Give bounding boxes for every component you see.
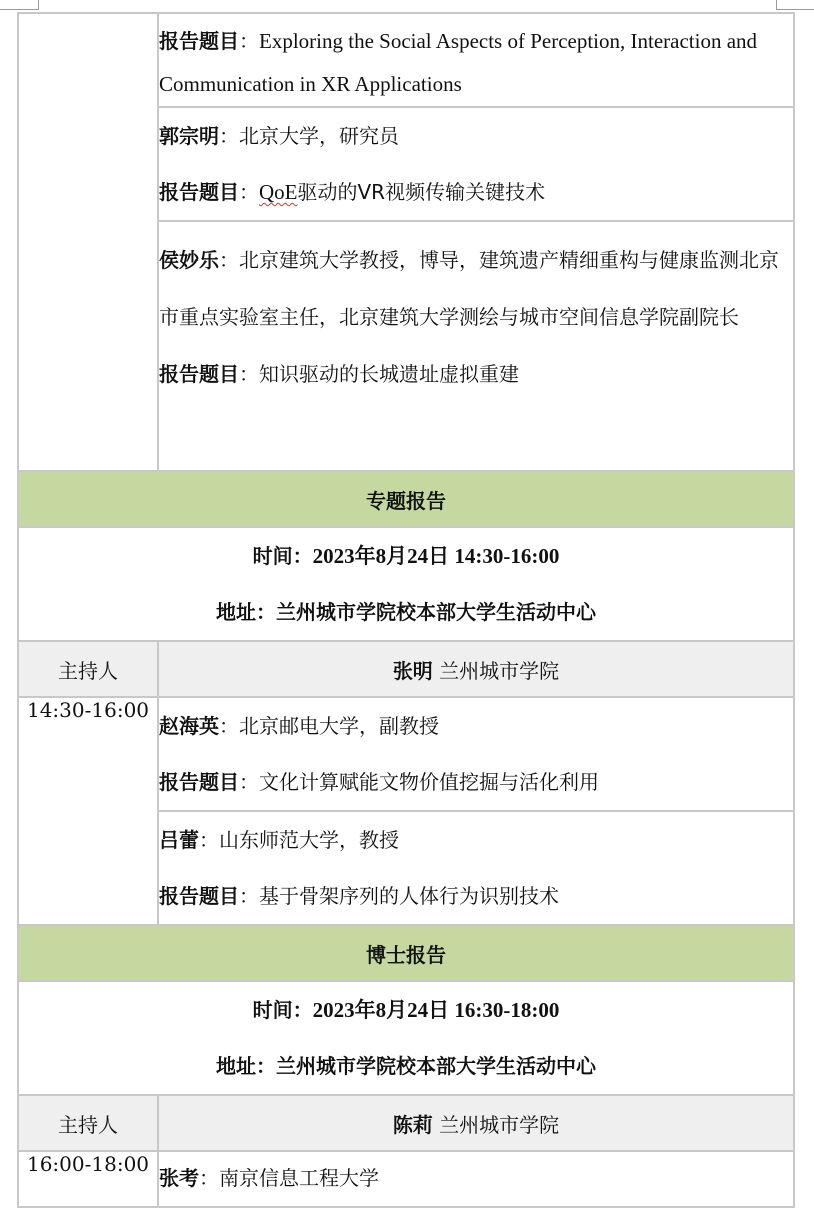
speaker-name: 郭宗明 xyxy=(159,124,219,148)
talk-title-text: 文化计算赋能文物价值挖掘与活化利用 xyxy=(259,770,599,794)
host-name: 张明 xyxy=(392,658,433,683)
speaker-name: 侯妙乐 xyxy=(159,248,219,272)
talk-title-sep: ： xyxy=(239,884,259,908)
speaker-sep: ： xyxy=(219,124,239,148)
host-label: 主持人 xyxy=(18,641,158,697)
talk-title xyxy=(159,14,793,106)
speaker-name: 张考 xyxy=(159,1166,199,1190)
session-info-row xyxy=(18,527,794,641)
talk-title xyxy=(159,754,793,810)
host-organization: 兰州城市学院 xyxy=(439,658,560,683)
speaker-affiliation: 北京建筑大学教授，博导，建筑遗产精细重构与健康监测北京市重点实验室主任，北京建筑大学测绘与城市空间信息学院副院长 xyxy=(159,248,779,329)
speaker-sep: ： xyxy=(199,828,219,852)
session-time-label: 时间： xyxy=(252,544,313,568)
schedule-table xyxy=(17,12,795,1208)
talk-title xyxy=(159,164,793,220)
talk-title-label: 报告题目 xyxy=(159,884,239,908)
speaker-line xyxy=(159,1152,793,1204)
talk-cell xyxy=(158,697,794,811)
talk-title xyxy=(159,346,793,402)
talk-title-label: 报告题目 xyxy=(159,362,239,386)
speaker-line xyxy=(159,698,793,754)
talk-title-text: Exploring the Social Aspects of Perception, Interaction and Communication in XR Applications xyxy=(159,29,758,96)
talk-cell xyxy=(158,811,794,925)
speaker-line xyxy=(159,222,793,346)
talk-title-text: 基于骨架序列的人体行为识别技术 xyxy=(259,884,559,908)
host-row xyxy=(18,641,794,697)
talk-title-prefix: QoE xyxy=(259,180,298,204)
session-info xyxy=(18,527,794,641)
host-cell xyxy=(158,641,794,697)
talk-title-label: 报告题目 xyxy=(159,29,239,53)
speaker-sep: ： xyxy=(219,714,239,738)
talk-title-text: 驱动的VR视频传输关键技术 xyxy=(297,180,546,204)
talk-cell xyxy=(158,221,794,471)
session-time xyxy=(19,528,793,584)
host-organization: 兰州城市学院 xyxy=(439,1112,560,1137)
time-slot: 14:30-16:00 xyxy=(18,697,158,925)
talk-title-sep: ： xyxy=(239,362,259,386)
host-name: 陈莉 xyxy=(392,1112,433,1137)
talk-title xyxy=(159,868,793,924)
speaker-affiliation: 北京邮电大学，副教授 xyxy=(239,714,439,738)
talk-row xyxy=(18,697,794,811)
host-cell xyxy=(158,1095,794,1151)
host-label: 主持人 xyxy=(18,1095,158,1151)
session-address: 地址：兰州城市学院校本部大学生活动中心 xyxy=(216,1054,596,1078)
speaker-name: 吕蕾 xyxy=(159,828,199,852)
session-time-label: 时间： xyxy=(252,998,313,1022)
session-address: 地址：兰州城市学院校本部大学生活动中心 xyxy=(216,600,596,624)
session-time-value: 2023年8月24日 14:30-16:00 xyxy=(312,544,560,568)
session-time xyxy=(19,982,793,1038)
session-info xyxy=(18,981,794,1095)
section-header xyxy=(18,471,794,527)
talk-title-sep: ： xyxy=(239,29,259,53)
talk-row xyxy=(18,13,794,107)
session-time-value: 2023年8月24日 16:30-18:00 xyxy=(312,998,560,1022)
time-slot-empty xyxy=(18,13,158,471)
talk-title-label: 报告题目 xyxy=(159,770,239,794)
talk-row xyxy=(18,1151,794,1207)
section-title: 博士报告 xyxy=(18,925,794,981)
host-row xyxy=(18,1095,794,1151)
talk-title-text: 知识驱动的长城遗址虚拟重建 xyxy=(259,362,519,386)
talk-cell xyxy=(158,107,794,221)
talk-cell xyxy=(158,1151,794,1207)
speaker-sep: ： xyxy=(199,1166,219,1190)
speaker-affiliation: 山东师范大学，教授 xyxy=(219,828,399,852)
speaker-line xyxy=(159,812,793,868)
time-slot: 16:00-18:00 xyxy=(18,1151,158,1207)
talk-title-sep: ： xyxy=(239,770,259,794)
speaker-sep: ： xyxy=(219,248,239,272)
talk-cell xyxy=(158,13,794,107)
section-title: 专题报告 xyxy=(18,471,794,527)
speaker-affiliation: 北京大学，研究员 xyxy=(239,124,399,148)
section-header xyxy=(18,925,794,981)
page-corner-marks xyxy=(0,0,814,12)
session-info-row xyxy=(18,981,794,1095)
speaker-name: 赵海英 xyxy=(159,714,219,738)
speaker-line xyxy=(159,108,793,164)
talk-title-label: 报告题目 xyxy=(159,180,239,204)
speaker-affiliation: 南京信息工程大学 xyxy=(219,1166,379,1190)
talk-title-sep: ： xyxy=(239,180,259,204)
